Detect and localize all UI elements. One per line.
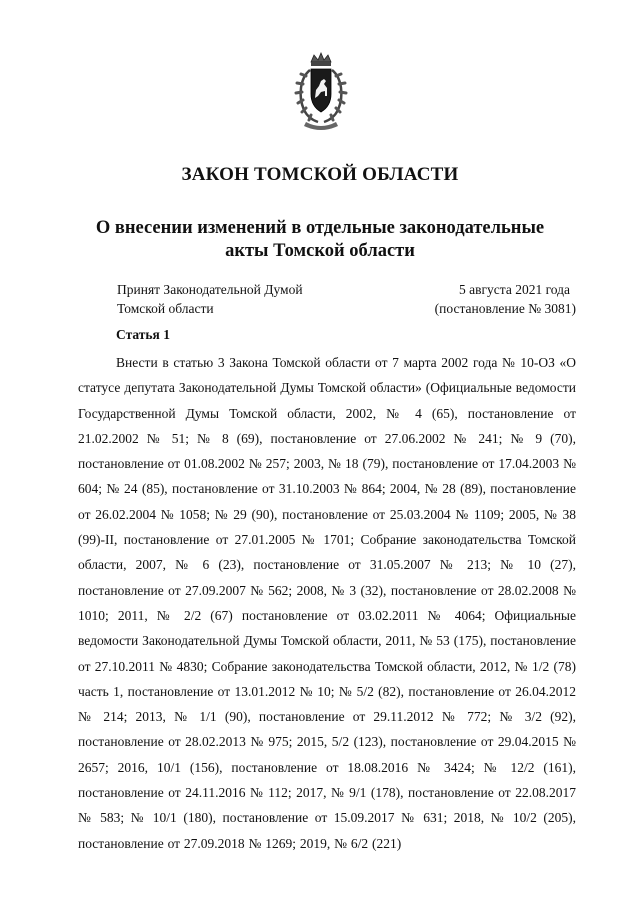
subtitle-line-1: О внесении изменений в отдельные законодательные	[95, 218, 545, 238]
adopted-by-line-2: Томской области	[117, 301, 214, 316]
law-subtitle	[60, 217, 580, 263]
adoption-date: 5 августа 2021 года	[459, 282, 570, 297]
adopted-by-line-1: Принят Законодательной Думой	[117, 282, 303, 297]
article-body-text: Внести в статью 3 Закона Томской области от 7 марта 2002 года № 10-ОЗ «О статусе депутата Законодательной Думы Томской области» (Официальные ведомости Государственной Думы Томской области, 2002, № 4 (65), постановление от 21.02.2002 № 51; № 8 (69), постановление от 27.06.2002 № 241; № 9 (70), постановление от 01.08.2002 № 257; 2003, № 18 (79), постановление от 17.04.2003 № 604; № 24 (85), постановление от 31.10.2003 № 864; 2004, № 28 (89), постановление от 26.02.2004 № 1058; № 29 (90), постановление от 25.03.2004 № 1109; 2005, № 38 (99)-II, постановление от 27.01.2005 № 1701; Собрание законодательства Томской области, 2007, № 6 (23), постановление от 31.05.2007 № 213; № 10 (27), постановление от 27.09.2007 № 562; 2008, № 3 (32), постановление от 28.02.2008 № 1010; 2011, № 2/2 (67) постановление от 03.02.2011 № 4064; Официальные ведомости Законодательной Думы Томской области, 2011, № 53 (175), постановление от 27.10.2011 № 4830; Собрание законодательства Томской области, 2012, № 1/2 (78) часть 1, постановление от 13.01.2012 № 10; № 5/2 (82), постановление от 26.04.2012 № 214; 2013, № 1/1 (90), постановление от 29.11.2012 № 772; № 3/2 (92), постановление от 28.02.2013 № 975; 2015, 5/2 (123), постановление от 29.04.2015 № 2657; 2016, 10/1 (156), постановление от 18.08.2016 № 3424; № 12/2 (161), постановление от 24.11.2016 № 112; 2017, № 9/1 (178), постановление от 22.08.2017 № 583; № 10/1 (180), постановление от 15.09.2017 № 631; 2018, № 10/2 (205), постановление от 27.09.2018 № 1269; 2019, № 6/2 (221)	[78, 355, 576, 851]
tomsk-region-coat-of-arms-icon	[294, 52, 348, 132]
adoption-date-block	[435, 280, 576, 318]
law-title: ЗАКОН ТОМСКОЙ ОБЛАСТИ	[181, 164, 459, 185]
resolution-number: (постановление № 3081)	[434, 301, 576, 316]
subtitle-line-2: акты Томской области	[225, 241, 415, 261]
adopted-by-block	[117, 280, 303, 318]
article-heading: Статья 1	[116, 327, 170, 342]
